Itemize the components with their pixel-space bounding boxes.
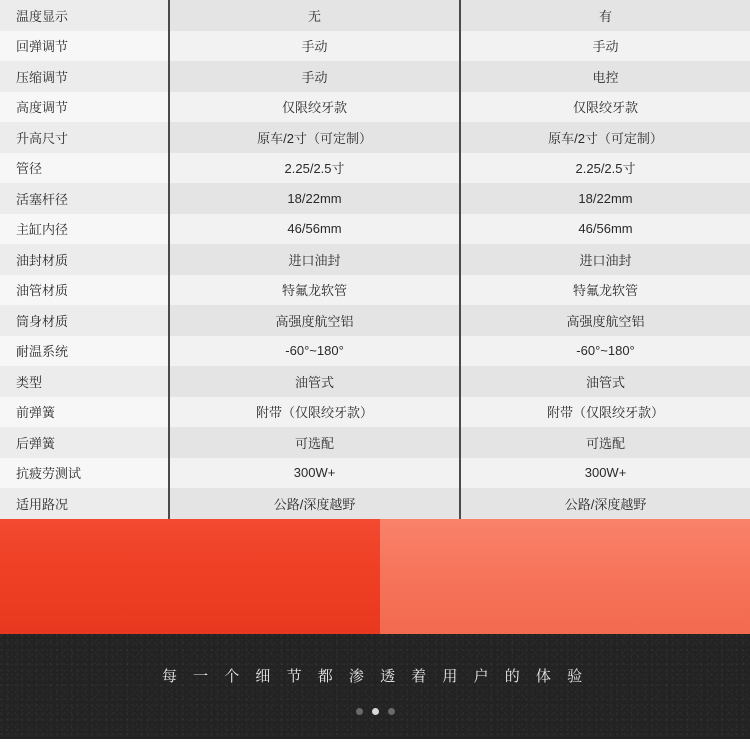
table-row [0, 92, 750, 123]
spec-label-cell: 后弹簧 [0, 427, 169, 458]
table-row [0, 427, 750, 458]
color-band [0, 519, 750, 634]
spec-label-cell: 压缩调节 [0, 61, 169, 92]
spec-label-cell: 筒身材质 [0, 305, 169, 336]
spec-label-cell: 高度调节 [0, 92, 169, 123]
spec-value-cell-a: 可选配 [169, 427, 460, 458]
spec-value-cell-a: 进口油封 [169, 244, 460, 275]
spec-value-cell-a: 无 [169, 0, 460, 31]
spec-label-cell: 适用路况 [0, 488, 169, 519]
carousel-dots[interactable] [356, 708, 395, 715]
table-row [0, 0, 750, 31]
spec-value-cell-b: 18/22mm [460, 183, 750, 214]
spec-value-cell-b: 原车/2寸（可定制） [460, 122, 750, 153]
footer-caption: 每 一 个 细 节 都 渗 透 着 用 户 的 体 验 [161, 668, 589, 685]
spec-value-cell-a: -60°~180° [169, 336, 460, 367]
spec-value-cell-a: 2.25/2.5寸 [169, 153, 460, 184]
spec-label-cell: 耐温系统 [0, 336, 169, 367]
spec-label-cell: 升高尺寸 [0, 122, 169, 153]
table-row [0, 61, 750, 92]
spec-label-cell: 温度显示 [0, 0, 169, 31]
spec-value-cell-a: 附带（仅限绞牙款） [169, 397, 460, 428]
spec-label-cell: 油管材质 [0, 275, 169, 306]
spec-label-cell: 回弹调节 [0, 31, 169, 62]
spec-value-cell-b: 附带（仅限绞牙款） [460, 397, 750, 428]
spec-label-cell: 活塞杆径 [0, 183, 169, 214]
spec-value-cell-b: 有 [460, 0, 750, 31]
spec-value-cell-b: 特氟龙软管 [460, 275, 750, 306]
spec-value-cell-a: 18/22mm [169, 183, 460, 214]
spec-label-cell: 管径 [0, 153, 169, 184]
spec-value-cell-b: 可选配 [460, 427, 750, 458]
table-row [0, 183, 750, 214]
spec-value-cell-a: 公路/深度越野 [169, 488, 460, 519]
table-row [0, 244, 750, 275]
spec-value-cell-a: 特氟龙软管 [169, 275, 460, 306]
spec-value-cell-a: 原车/2寸（可定制） [169, 122, 460, 153]
table-row [0, 214, 750, 245]
spec-value-cell-a: 46/56mm [169, 214, 460, 245]
spec-value-cell-b: 公路/深度越野 [460, 488, 750, 519]
spec-value-cell-a: 手动 [169, 31, 460, 62]
spec-value-cell-b: 进口油封 [460, 244, 750, 275]
table-row [0, 275, 750, 306]
spec-value-cell-a: 仅限绞牙款 [169, 92, 460, 123]
spec-value-cell-b: 手动 [460, 31, 750, 62]
table-row [0, 366, 750, 397]
footer-banner [0, 634, 750, 739]
table-row [0, 488, 750, 519]
spec-value-cell-b: 仅限绞牙款 [460, 92, 750, 123]
table-row [0, 153, 750, 184]
spec-label-cell: 抗疲劳测试 [0, 458, 169, 489]
color-band-right [380, 519, 750, 634]
table-row [0, 458, 750, 489]
spec-value-cell-b: 油管式 [460, 366, 750, 397]
spec-value-cell-a: 手动 [169, 61, 460, 92]
table-row [0, 305, 750, 336]
spec-value-cell-b: 300W+ [460, 458, 750, 489]
spec-value-cell-b: 电控 [460, 61, 750, 92]
spec-value-cell-a: 高强度航空铝 [169, 305, 460, 336]
spec-value-cell-b: 2.25/2.5寸 [460, 153, 750, 184]
spec-value-cell-b: 高强度航空铝 [460, 305, 750, 336]
spec-label-cell: 类型 [0, 366, 169, 397]
spec-label-cell: 主缸内径 [0, 214, 169, 245]
color-band-left [0, 519, 380, 634]
carousel-dot[interactable] [356, 708, 363, 715]
table-row [0, 336, 750, 367]
table-row [0, 122, 750, 153]
spec-value-cell-b: 46/56mm [460, 214, 750, 245]
carousel-dot[interactable] [372, 708, 379, 715]
table-row [0, 397, 750, 428]
carousel-dot[interactable] [388, 708, 395, 715]
spec-label-cell: 油封材质 [0, 244, 169, 275]
table-row [0, 31, 750, 62]
spec-value-cell-a: 油管式 [169, 366, 460, 397]
spec-label-cell: 前弹簧 [0, 397, 169, 428]
spec-value-cell-a: 300W+ [169, 458, 460, 489]
spec-value-cell-b: -60°~180° [460, 336, 750, 367]
